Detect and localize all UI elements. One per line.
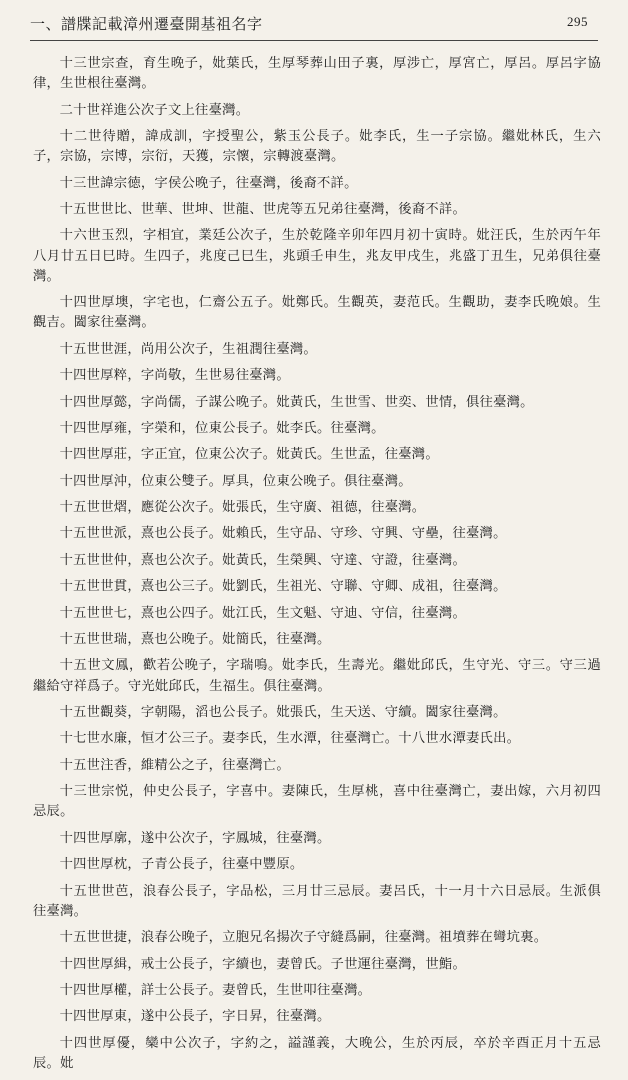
- genealogy-entry: 十五世世仲，熹也公次子。妣黃氏，生榮興、守達、守證，往臺灣。: [59, 552, 466, 568]
- genealogy-entry: 十二世待贈，諱成訓，字授聖公，紫玉公長子。妣李氏，生一子宗協。繼妣林氏，生六子，宗協，宗博，宗衍，天獲，宗懷，宗轉渡臺灣。: [33, 128, 601, 165]
- genealogy-entry: 十五世世瑞，熹也公晚子。妣簡氏，往臺灣。: [59, 632, 331, 648]
- genealogy-entry: 十七世水廉，恒才公三子。妻李氏，生水潭，往臺灣亡。十八世水潭妻氏出。: [59, 731, 521, 747]
- genealogy-entry: 十四世厚優，欒中公次子，字約之，謚謹義，大晚公，生於丙辰，卒於辛酉正月十五忌辰。妣: [33, 1035, 601, 1071]
- genealogy-entry: 十四世厚雍，字榮和，位東公長子。妣李氏。往臺灣。: [59, 420, 385, 436]
- genealogy-entry: 十三世諱宗徳，字侯公晚子，往臺灣，後裔不詳。: [59, 175, 358, 191]
- genealogy-entry: 十四世厚沖，位東公雙子。厚具，位東公晚子。俱往臺灣。: [59, 473, 412, 489]
- genealogy-entry: 十三世宗悦，仲史公長子，字喜中。妻陳氏，生厚桃，喜中往臺灣亡，妻出嫁，六月初四忌辰。: [33, 784, 601, 820]
- running-title: 一、譜牒記載漳州遷臺開基祖名字: [30, 15, 263, 33]
- genealogy-entry: 十四世厚莊，字正宜，位東公次子。妣黃氏。生世孟，往臺灣。: [59, 447, 439, 463]
- genealogy-entry: 十四世厚懿，字尚儒，子謀公晚子。妣黃氏，生世雪、世奕、世情，俱往臺灣。: [59, 394, 534, 410]
- genealogy-entry: 二十世祥進公次子文上往臺灣。: [59, 102, 250, 118]
- genealogy-entry: 十五世世派，熹也公長子。妣賴氏，生守品、守珍、守興、守壘，往臺灣。: [59, 526, 507, 542]
- genealogy-entry: 十五世世捷，浪春公晚子，立胞兄名揚次子守縫爲嗣，往臺灣。祖墳葬在彎坑裏。: [59, 930, 548, 946]
- genealogy-entry: 十五世世比、世華、世坤、世龍、世虎等五兄弟往臺灣，後裔不詳。: [59, 201, 466, 217]
- genealogy-entry: 十五世世貫，熹也公三子。妣劉氏，生祖光、守聯、守卿、成祖，往臺灣。: [59, 579, 507, 595]
- genealogy-entry: 十四世厚權，詳士公長子。妻曾氏，生世叩往臺灣。: [59, 982, 372, 998]
- genealogy-entry: 十四世厚墺，字宅也，仁齋公五子。妣鄭氏。生觀英，妻范氏。生觀助，妻李氏晚娘。生觀吉。闔家往臺灣。: [33, 295, 601, 331]
- genealogy-entry: 十五世世芭，浪春公長子，字品松，三月廿三忌辰。妻呂氏，十一月十六日忌辰。生派俱往臺灣。: [33, 883, 601, 919]
- genealogy-entry: 十五世注香，維精公之子，往臺灣亡。: [59, 757, 290, 773]
- page-header: [30, 0, 598, 41]
- page-number: 295: [567, 14, 588, 29]
- genealogy-entry: 十五世世七，熹也公四子。妣江氏，生文魁、守迪、守信，往臺灣。: [59, 605, 466, 621]
- genealogy-entry: 十五世世涯，尚用公次子，生祖潤往臺灣。: [59, 341, 317, 357]
- genealogy-entry: 十六世玉烈，字相宜，業廷公次子，生於乾隆辛卯年四月初十寅時。妣汪氏，生於丙午年八月廿五日巳時。生四子，兆度己巳生，兆頭壬申生，兆友甲戌生，兆盛丁丑生，兄弟俱往臺灣。: [33, 228, 601, 284]
- genealogy-entry: 十五世文鳳，歡若公晚子，字瑞鳴。妣李氏，生壽光。繼妣邱氏，生守光、守三。守三過繼給守祥爲子。守光妣邱氏，生福生。俱往臺灣。: [33, 658, 601, 694]
- genealogy-entry: 十四世厚廓，遂中公次子，字鳳城，往臺灣。: [59, 830, 331, 846]
- genealogy-text-body: [33, 54, 601, 1080]
- genealogy-entry: 十四世厚枕，子青公長子，往臺中豐原。: [59, 857, 304, 873]
- genealogy-entry: 十五世世熠，應從公次子。妣張氏，生守廣、祖德，往臺灣。: [59, 500, 426, 516]
- genealogy-entry: 十四世厚粹，字尚敬，生世易往臺灣。: [59, 368, 290, 384]
- genealogy-entry: 十五世觀葵，字朝陽，滔也公長子。妣張氏，生天送、守續。闔家往臺灣。: [59, 705, 507, 721]
- genealogy-entry: 十四世厚東，遂中公長子，字日昇，往臺灣。: [59, 1009, 331, 1025]
- genealogy-entry: 十三世宗查，育生晚子，妣葉氏，生厚琴葬山田子裏，厚涉亡，厚宮亡，厚呂。厚呂字協律，生世根往臺灣。: [33, 56, 601, 92]
- genealogy-entry: 十四世厚緝，戒士公長子，字續也，妻曾氏。子世運往臺灣，世鮨。: [59, 956, 466, 972]
